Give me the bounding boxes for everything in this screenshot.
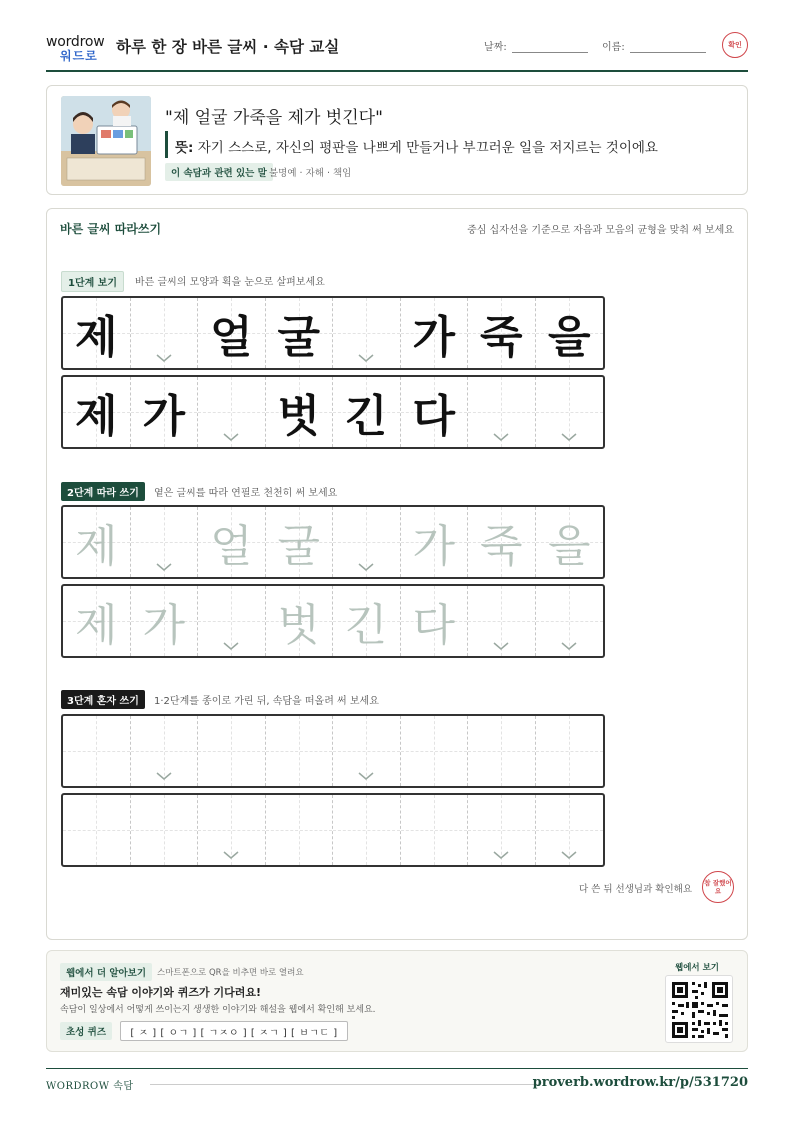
letter-glyph: 을 <box>547 521 591 572</box>
writing-cell <box>401 298 469 368</box>
meaning-accent-bar <box>165 131 168 158</box>
step2-row-2[interactable] <box>61 584 605 658</box>
writing-cell[interactable] <box>333 795 401 865</box>
letter-glyph: 벗 <box>277 600 320 651</box>
letter-glyph: 얼 <box>209 521 253 572</box>
guide-horizontal <box>266 751 333 752</box>
writing-cell[interactable] <box>198 507 266 577</box>
writing-cell[interactable] <box>266 716 334 786</box>
step3-row-2[interactable] <box>61 793 605 867</box>
guide-horizontal <box>131 333 198 334</box>
step3-tag: 3단계 혼자 쓰기 <box>61 690 145 709</box>
letter-glyph: 제 <box>74 391 118 442</box>
space-marker-icon <box>358 772 374 780</box>
writing-cell[interactable] <box>131 716 199 786</box>
page-header <box>46 30 748 72</box>
guide-horizontal <box>333 542 400 543</box>
writing-cell[interactable] <box>131 507 199 577</box>
guide-horizontal <box>198 830 265 831</box>
guide-horizontal <box>468 751 535 752</box>
step1-tag: 1단계 보기 <box>61 271 124 292</box>
letter-glyph: 죽 <box>479 521 523 572</box>
step3-row-1[interactable] <box>61 714 605 788</box>
writing-cell <box>131 298 199 368</box>
writing-cell[interactable] <box>266 795 334 865</box>
space-marker-icon <box>493 433 509 441</box>
letter-glyph: 가 <box>412 312 455 363</box>
writing-cell[interactable] <box>198 586 266 656</box>
writing-cell <box>401 377 469 447</box>
writing-cell[interactable] <box>536 716 604 786</box>
writing-cell <box>63 377 131 447</box>
writing-cell[interactable] <box>266 586 334 656</box>
footer-divider <box>46 1068 748 1069</box>
good-job-stamp-icon <box>702 871 734 903</box>
writing-cell[interactable] <box>198 716 266 786</box>
guide-horizontal <box>198 621 265 622</box>
guide-horizontal <box>266 830 333 831</box>
proverb-illustration <box>61 96 151 186</box>
promo-subtext: 스마트폰으로 QR을 비추면 바로 열려요 <box>157 968 304 978</box>
writing-cell[interactable] <box>468 795 536 865</box>
guide-horizontal <box>63 830 130 831</box>
letter-glyph: 가 <box>142 391 185 442</box>
writing-cell <box>333 377 401 447</box>
space-marker-icon <box>358 563 374 571</box>
guide-horizontal <box>536 412 604 413</box>
practice-hint: 중심 십자선을 기준으로 자음과 모음의 균형을 맞춰 써 보세요 <box>467 225 734 236</box>
guide-horizontal <box>131 830 198 831</box>
promo-body: 속담이 일상에서 어떻게 쓰이는지 생생한 이야기와 해설을 웹에서 확인해 보세요. <box>60 1005 376 1015</box>
writing-cell <box>468 377 536 447</box>
letter-glyph: 제 <box>74 312 118 363</box>
guide-horizontal <box>333 830 400 831</box>
writing-cell <box>333 298 401 368</box>
step1-desc: 바른 글씨의 모양과 획을 눈으로 살펴보세요 <box>135 277 325 288</box>
letter-glyph: 죽 <box>479 312 523 363</box>
logo-subtext: 워드로 <box>60 49 98 63</box>
qr-code[interactable] <box>665 975 733 1043</box>
meaning-label: 뜻: <box>175 140 194 156</box>
promo-headline: 재미있는 속담 이야기와 퀴즈가 기다려요! <box>60 986 261 999</box>
qr-code-icon <box>666 976 734 1044</box>
name-field[interactable] <box>630 52 706 53</box>
writing-cell <box>131 377 199 447</box>
worksheet-title: 하루 한 장 바른 글씨 · 속담 교실 <box>116 38 340 56</box>
writing-cell <box>198 377 266 447</box>
check-stamp-icon <box>722 32 748 58</box>
space-marker-icon <box>223 851 239 859</box>
writing-cell[interactable] <box>333 716 401 786</box>
writing-cell[interactable] <box>468 507 536 577</box>
guide-horizontal <box>131 542 198 543</box>
writing-cell <box>198 298 266 368</box>
guide-horizontal <box>63 751 130 752</box>
writing-cell[interactable] <box>63 586 131 656</box>
quiz-tag: 초성 퀴즈 <box>60 1022 112 1040</box>
qr-label: 웹에서 보기 <box>674 963 719 973</box>
letter-glyph: 다 <box>412 391 455 442</box>
teacher-confirm-text: 다 쓴 뒤 선생님과 확인해요 <box>578 884 692 895</box>
space-marker-icon <box>223 433 239 441</box>
writing-cell[interactable] <box>63 795 131 865</box>
guide-horizontal <box>333 333 400 334</box>
letter-glyph: 제 <box>74 600 118 651</box>
writing-cell[interactable] <box>198 795 266 865</box>
footer-rule <box>150 1084 538 1085</box>
writing-cell <box>266 377 334 447</box>
guide-horizontal <box>198 412 265 413</box>
guide-horizontal <box>401 751 468 752</box>
step2-row-1[interactable] <box>61 505 605 579</box>
proverb-meaning <box>175 136 658 156</box>
practice-section <box>46 208 748 940</box>
writing-cell[interactable] <box>401 586 469 656</box>
space-marker-icon <box>156 354 172 362</box>
guide-horizontal <box>468 412 535 413</box>
space-marker-icon <box>561 433 577 441</box>
letter-glyph: 을 <box>547 312 591 363</box>
writing-cell[interactable] <box>131 586 199 656</box>
writing-cell[interactable] <box>63 716 131 786</box>
logo-text: wordrow <box>46 34 105 50</box>
related-words: 불명예 · 자해 · 책임 <box>269 168 352 179</box>
web-promo-box <box>46 950 748 1052</box>
footer-brand: WORDROW 속담 <box>46 1081 134 1092</box>
writing-cell <box>468 298 536 368</box>
writing-cell[interactable] <box>536 586 604 656</box>
letter-glyph: 벗 <box>277 391 320 442</box>
guide-horizontal <box>468 621 535 622</box>
writing-cell[interactable] <box>536 507 604 577</box>
good-job-stamp-text: 참 잘했어요 <box>704 879 732 895</box>
writing-cell[interactable] <box>401 507 469 577</box>
writing-cell[interactable] <box>63 507 131 577</box>
guide-horizontal <box>536 621 604 622</box>
space-marker-icon <box>156 772 172 780</box>
letter-glyph: 얼 <box>209 312 253 363</box>
writing-cell[interactable] <box>401 795 469 865</box>
step1-row-1 <box>61 296 605 370</box>
letter-glyph: 긴 <box>344 600 388 651</box>
writing-cell <box>266 298 334 368</box>
step3-desc: 1·2단계를 종이로 가린 뒤, 속담을 떠올려 써 보세요 <box>154 696 379 707</box>
footer-url[interactable]: proverb.wordrow.kr/p/531720 <box>532 1075 748 1090</box>
chosung-quiz: [ ㅈ ] [ ㅇㄱ ] [ ㄱㅈㅇ ] [ ㅈㄱ ] [ ㅂㄱㄷ ] <box>120 1021 348 1041</box>
guide-horizontal <box>198 751 265 752</box>
guide-horizontal <box>468 830 535 831</box>
writing-cell[interactable] <box>468 586 536 656</box>
space-marker-icon <box>561 851 577 859</box>
writing-cell[interactable] <box>333 586 401 656</box>
wordrow-logo <box>46 34 108 66</box>
check-stamp-text: 확인 <box>728 41 742 49</box>
letter-glyph: 긴 <box>344 391 388 442</box>
proverb-title: "제 얼굴 가죽을 제가 벗긴다" <box>165 108 383 128</box>
step2-tag: 2단계 따라 쓰기 <box>61 482 145 501</box>
letter-glyph: 가 <box>142 600 185 651</box>
space-marker-icon <box>561 642 577 650</box>
step1-row-2 <box>61 375 605 449</box>
space-marker-icon <box>493 642 509 650</box>
writing-cell[interactable] <box>131 795 199 865</box>
name-label: 이름: <box>602 42 625 53</box>
date-field[interactable] <box>512 52 588 53</box>
writing-cell <box>536 377 604 447</box>
letter-glyph: 제 <box>74 521 118 572</box>
date-label: 날짜: <box>484 42 507 53</box>
writing-cell <box>536 298 604 368</box>
guide-horizontal <box>536 830 604 831</box>
guide-horizontal <box>401 830 468 831</box>
letter-glyph: 굴 <box>277 312 320 363</box>
writing-cell[interactable] <box>536 795 604 865</box>
illustration-image <box>61 96 151 186</box>
writing-cell[interactable] <box>266 507 334 577</box>
proverb-card <box>46 85 748 195</box>
space-marker-icon <box>358 354 374 362</box>
meaning-text: 자기 스스로, 자신의 평판을 나쁘게 만들거나 부끄러운 일을 저지르는 것이에요 <box>197 140 658 156</box>
writing-cell[interactable] <box>401 716 469 786</box>
guide-horizontal <box>131 751 198 752</box>
letter-glyph: 굴 <box>277 521 320 572</box>
related-tag: 이 속담과 관련 있는 말 <box>165 163 273 181</box>
guide-horizontal <box>536 751 604 752</box>
letter-glyph: 다 <box>412 600 455 651</box>
guide-horizontal <box>333 751 400 752</box>
writing-cell <box>63 298 131 368</box>
step2-desc: 옅은 글씨를 따라 연필로 천천히 써 보세요 <box>154 488 338 499</box>
space-marker-icon <box>156 563 172 571</box>
writing-cell[interactable] <box>333 507 401 577</box>
writing-cell[interactable] <box>468 716 536 786</box>
space-marker-icon <box>223 642 239 650</box>
letter-glyph: 가 <box>412 521 455 572</box>
space-marker-icon <box>493 851 509 859</box>
practice-title: 바른 글씨 따라쓰기 <box>60 222 162 236</box>
promo-tag: 웹에서 더 알아보기 <box>60 963 152 981</box>
